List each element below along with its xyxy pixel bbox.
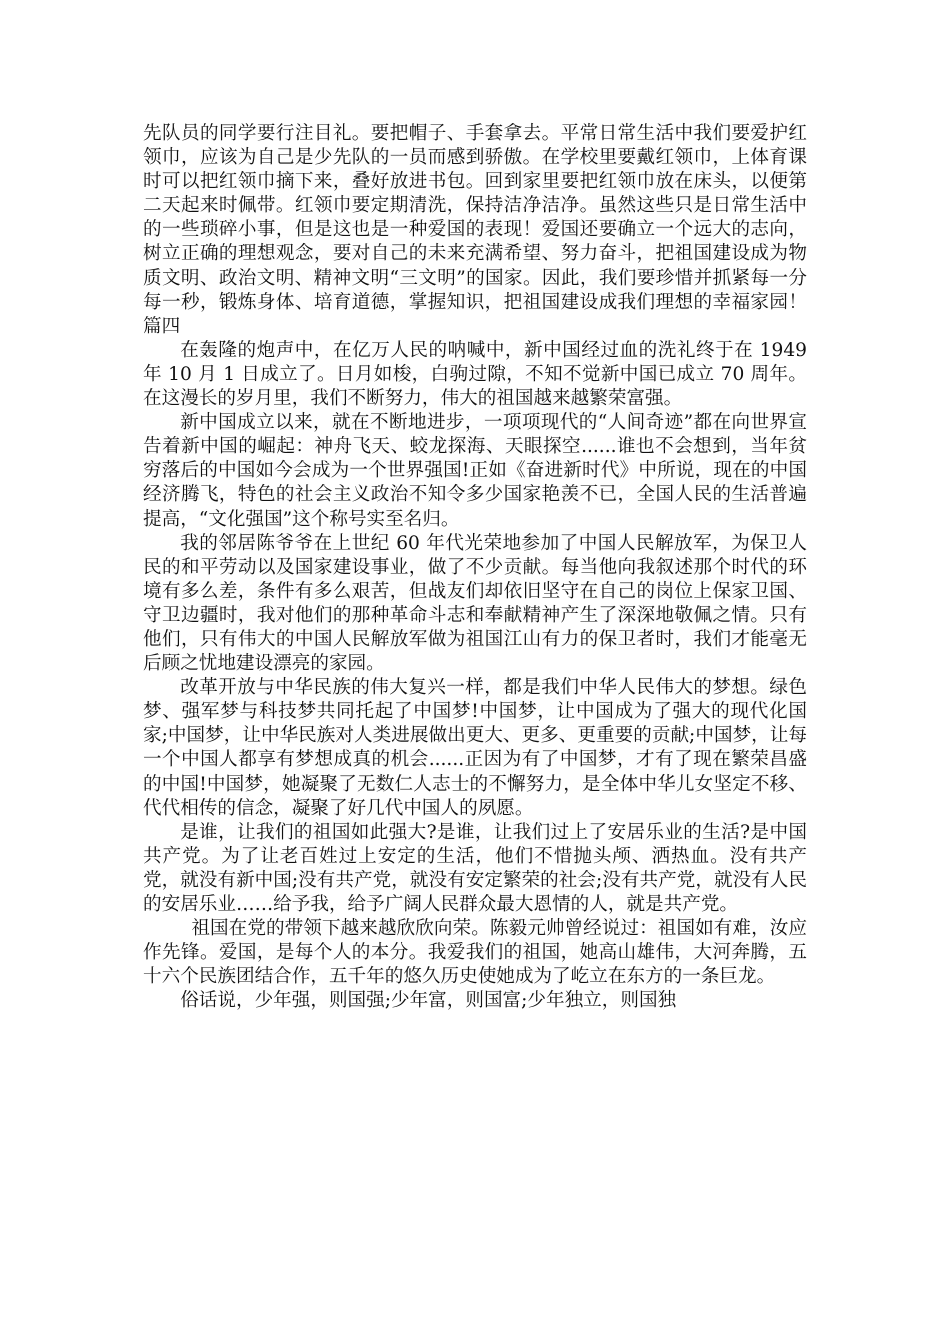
document-body	[143, 122, 807, 1013]
paragraph-3: 新中国成立以来，就在不断地进步，一项项现代的“人间奇迹”都在向世界宣告着新中国的崛起：神舟飞天、蛟龙探海、天眼探空......谁也不会想到，当年贫穷落后的中国如今会成为一个世界强国!正如《奋进新时代》中所说，现在的中国经济腾飞，特色的社会主义政治不知令多少国家艳羡不已，全国人民的生活普遍提高，“文化强国”这个称号实至名归。	[143, 412, 807, 530]
paragraph-2: 在轰隆的炮声中，在亿万人民的呐喊中，新中国经过血的洗礼终于在 1949 年 10 月 1 日成立了。日月如梭，白驹过隙，不知不觉新中国已成立 70 周年。在这漫长的岁月里，我们不断努力，伟大的祖国越来越繁荣富强。	[143, 339, 807, 410]
paragraph-6: 是谁，让我们的祖国如此强大?是谁，让我们过上了安居乐业的生活?是中国共产党。为了让老百姓过上安定的生活，他们不惜抛头颅、洒热血。没有共产党，就没有新中国;没有共产党，就没有安定繁荣的社会;没有共产党，就没有人民的安居乐业……给予我，给予广阔人民群众最大恩情的人，就是共产党。	[143, 821, 807, 915]
paragraph-7: 祖国在党的带领下越来越欣欣向荣。陈毅元帅曾经说过：祖国如有难，汝应作先锋。爱国，是每个人的本分。我爱我们的祖国，她高山雄伟，大河奔腾，五十六个民族团结合作，五千年的悠久历史使她成为了屹立在东方的一条巨龙。	[143, 918, 807, 988]
paragraph-4: 我的邻居陈爷爷在上世纪 60 年代光荣地参加了中国人民解放军，为保卫人民的和平劳动以及国家建设事业，做了不少贡献。每当他向我叙述那个时代的环境有多么差，条件有多么艰苦，但战友们却依旧坚守在自己的岗位上保家卫国、守卫边疆时，我对他们的那种革命斗志和奉献精神产生了深深地敬佩之情。只有他们，只有伟大的中国人民解放军做为祖国江山有力的保卫者时，我们才能毫无后顾之忧地建设漂亮的家园。	[143, 532, 807, 675]
paragraph-5: 改革开放与中华民族的伟大复兴一样，都是我们中华人民伟大的梦想。绿色梦、强军梦与科技梦共同托起了中国梦!中国梦，让中国成为了强大的现代化国家;中国梦，让中华民族对人类进展做出更大、更多、更重要的贡献;中国梦，让每一个中国人都享有梦想成真的机会......正因为有了中国梦，才有了现在繁荣昌盛的中国!中国梦，她凝聚了无数仁人志士的不懈努力，是全体中华儿女坚定不移、代代相传的信念，凝聚了好几代中国人的夙愿。	[143, 677, 807, 819]
paragraph-8: 俗话说，少年强，则国强;少年富，则国富;少年独立，则国独	[180, 990, 677, 1012]
paragraph-1: 先队员的同学要行注目礼。要把帽子、手套拿去。平常日常生活中我们要爱护红领巾，应该为自己是少先队的一员而感到骄傲。在学校里要戴红领巾，上体育课时可以把红领巾摘下来，叠好放进书包。回到家里要把红领巾放在床头，以便第二天起来时佩带。红领巾要定期清洗，保持洁净洁净。虽然这些只是日常生活中的一些琐碎小事，但是这也是一种爱国的表现！爱国还要确立一个远大的志向，树立正确的理想观念，要对自己的未来充满希望、努力奋斗，把祖国建设成为物质文明、政治文明、精神文明“三文明”的国家。因此，我们要珍惜并抓紧每一分每一秒，锻炼身体、培育道德，掌握知识，把祖国建设成我们理想的幸福家园！ 篇四	[143, 123, 807, 337]
